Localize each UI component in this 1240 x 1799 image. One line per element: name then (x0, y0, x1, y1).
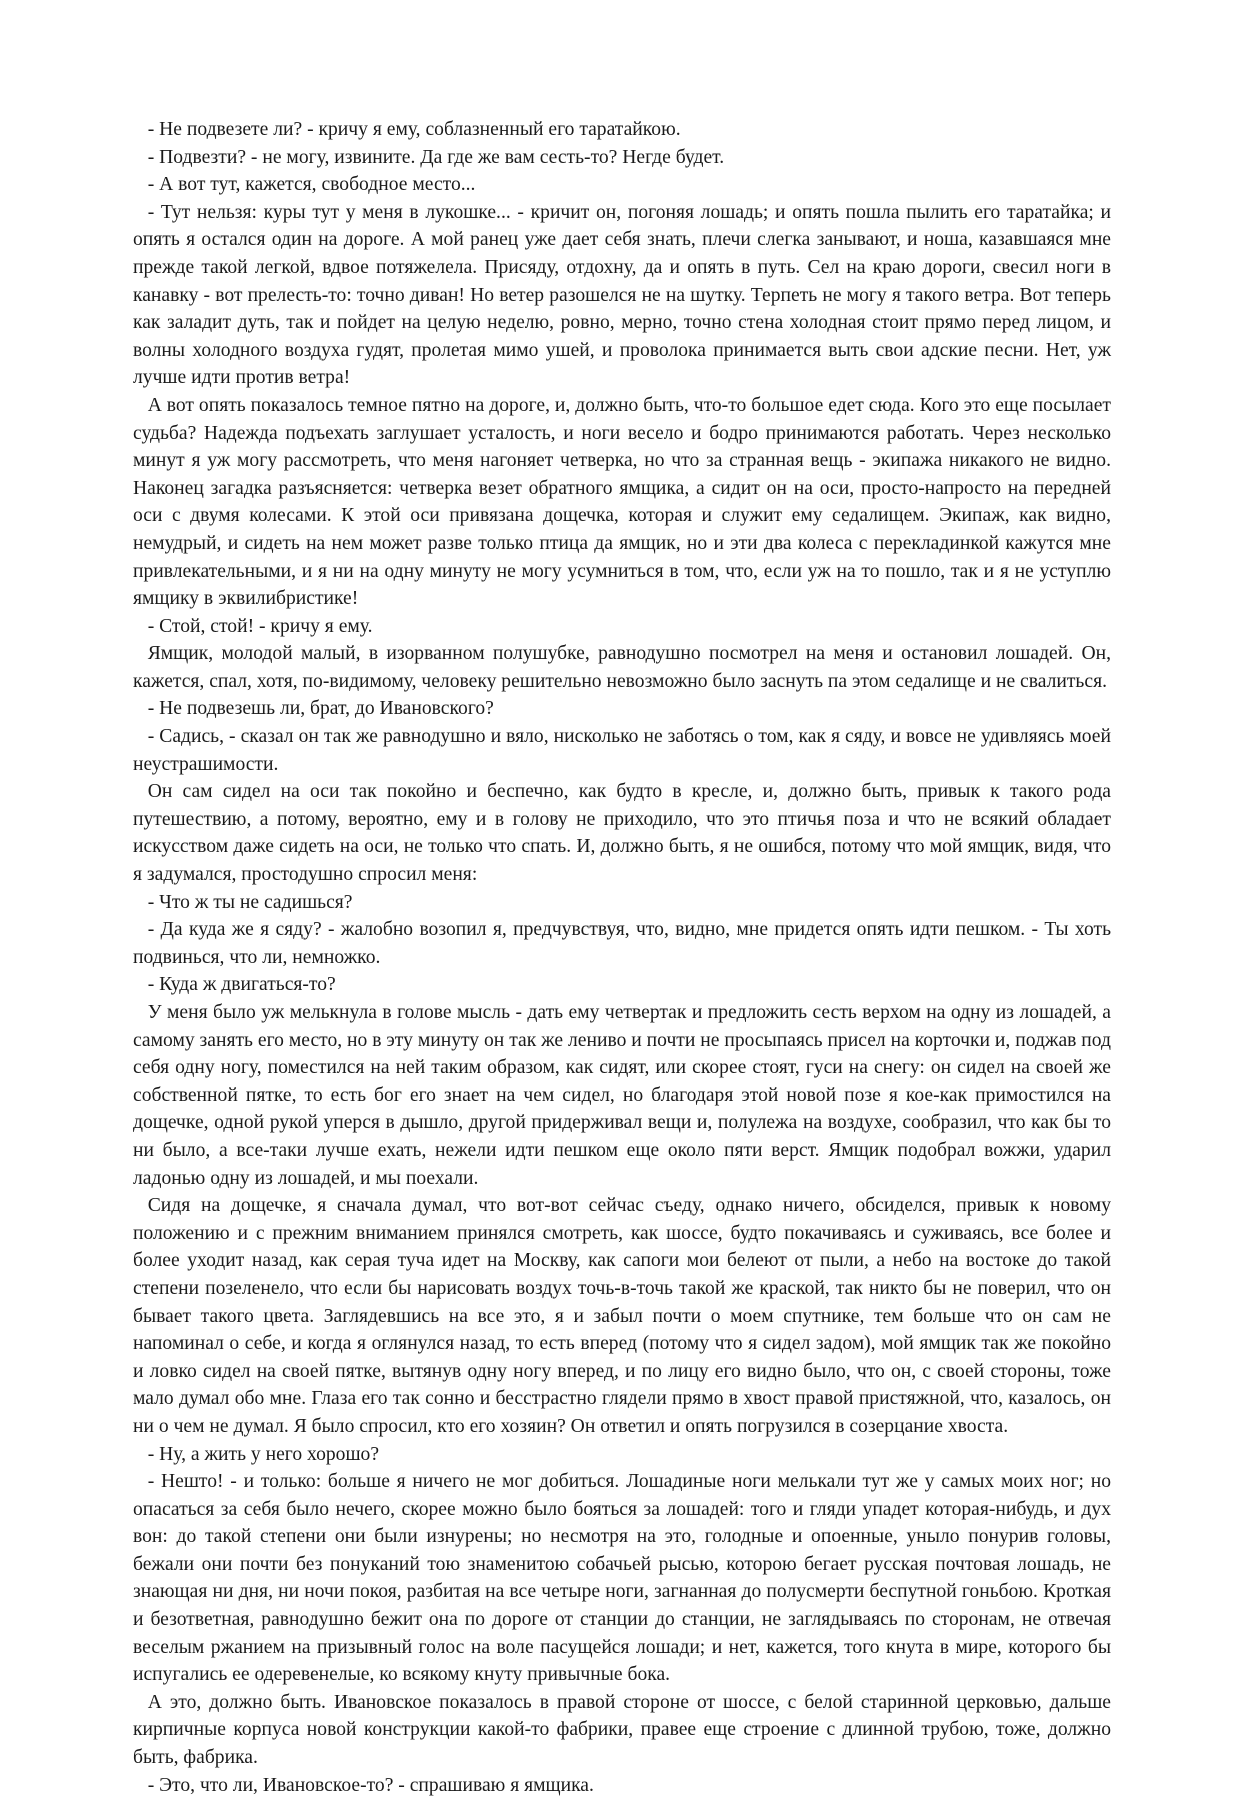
paragraph: - Нешто! - и только: больше я ничего не мог добиться. Лошадиные ноги мелькали тут же у самых моих ног; но опасаться за себя было нечего, скорее можно было бояться за лошадей: того и гляди упадет которая-нибудь, и дух вон: до такой степени они были изнурены; но несмотря на это, голодные и опоенные, уныло понурив головы, бежали они почти без понуканий тою знаменитою собачьей рысью, которою бегает русская почтовая лошадь, не знающая ни дня, ни ночи покоя, разбитая на все четыре ноги, загнанная до полусмерти беспутной гоньбою. Кроткая и безответная, равнодушно бежит она по дороге от станции до станции, не заглядываясь по сторонам, не отвечая веселым ржанием на призывный голос на воле пасущейся лошади; и нет, кажется, того кнута в мире, которого бы испугались ее одеревенелые, ко всякому кнуту привычные бока. (133, 1471, 1111, 1686)
paragraph: - Не подвезете ли? - кричу я ему, соблазненный его таратайкою. (147, 119, 681, 140)
paragraph: - Куда ж двигаться-то? (147, 974, 336, 996)
paragraph: - Стой, стой! - кричу я ему. (147, 615, 373, 637)
paragraph: - Ну, а жить у него хорошо? (147, 1443, 380, 1465)
paragraph: У меня было уж мелькнула в голове мысль - дать ему четвертак и предложить сесть верхом на одну из лошадей, а самому занять его место, но в эту минуту он так же лениво и почти не просыпаясь присел на корточки и, поджав под себя одну ногу, поместился на ней таким образом, как сидят, или скорее стоят, гуси на снегу: он сидел на своей же собственной пятке, то есть бог его знает на чем сидел, но благодаря этой новой позе я кое-как примостился на дощечке, одной рукой уперся в дышло, другой придерживал вещи и, полулежа на воздухе, сообразил, что как бы то ни было, а все-таки лучше ехать, нежели идти пешком еще около пяти верст. Ямщик подобрал вожжи, ударил ладонью одну из лошадей, и мы поехали. (133, 1002, 1111, 1189)
paragraph: - Не подвезешь ли, брат, до Ивановского? (147, 698, 494, 720)
paragraph: А это, должно быть. Ивановское показалось в правой стороне от шоссе, с белой старинной церковью, дальше кирпичные корпуса новой конструкции какой-то фабрики, правее еще строение с длинной трубою, тоже, должно быть, фабрика. (133, 1691, 1111, 1769)
document-page (133, 116, 1111, 1799)
paragraph: А вот опять показалось темное пятно на дороге, и, должно быть, что-то большое едет сюда. Кого это еще посылает судьба? Надежда подъехать заглушает усталость, и ноги весело и бодро принимаются работать. Через несколько минут я уж могу рассмотреть, что меня нагоняет четверка, но что за странная вещь - экипажа никакого не видно. Наконец загадка разъясняется: четверка везет обратного ямщика, а сидит он на оси, просто-напросто на передней оси с двумя колесами. К этой оси привязана дощечка, которая и служит ему седалищем. Экипаж, как видно, немудрый, и сидеть на нем может разве только птица да ямщик, но и эти два колеса с перекладинкой кажутся мне привлекательными, и я ни на одну минуту не могу усумниться в том, что, если уж на то пошло, так и я не уступлю ямщику в эквилибристике! (133, 394, 1111, 610)
paragraph: - Что ж ты не садишься? (147, 891, 353, 913)
paragraph: Он сам сидел на оси так покойно и беспечно, как будто в кресле, и, должно быть, привык к такого рода путешествию, а потому, вероятно, ему и в голову не приходило, что это птичья поза и что не всякий обладает искусством даже сидеть на оси, не только что спать. И, должно быть, я не ошибся, потому что мой ямщик, видя, что я задумался, простодушно спросил меня: (133, 781, 1111, 886)
paragraph: - А вот тут, кажется, свободное место... (147, 174, 476, 196)
paragraph: - Это, что ли, Ивановское-то? - спрашиваю я ямщика. (147, 1774, 594, 1796)
paragraph: - Тут нельзя: куры тут у меня в лукошке... - кричит он, погоняя лошадь; и опять пошла пылить его таратайка; и опять я остался один на дороге. А мой ранец уже дает себя знать, плечи слегка занывают, и ноша, казавшаяся мне прежде такой легкой, вдвое потяжелела. Присяду, отдохну, да и опять в путь. Сел на краю дороги, свесил ноги в канавку - вот прелесть-то: точно диван! Но ветер разошелся не на шутку. Терпеть не могу я такого ветра. Вот теперь как заладит дуть, так и пойдет на целую неделю, ровно, мерно, точно стена холодная стоит прямо перед лицом, и волны холодного воздуха гудят, пролетая мимо ушей, и проволока принимается выть свои адские песни. Нет, уж лучше идти против ветра! (133, 201, 1111, 389)
paragraph: Ямщик, молодой малый, в изорванном полушубке, равнодушно посмотрел на меня и остановил лошадей. Он, кажется, спал, хотя, по-видимому, человеку решительно невозможно было заснуть па этом седалище и не свалиться. (133, 643, 1111, 692)
paragraph: - Да куда же я сяду? - жалобно возопил я, предчувствуя, что, видно, мне придется опять идти пешком. - Ты хоть подвинься, что ли, немножко. (133, 919, 1111, 968)
paragraph: - Садись, - сказал он так же равнодушно и вяло, нисколько не заботясь о том, как я сяду, и вовсе не удивляясь моей неустрашимости. (133, 726, 1111, 775)
paragraph: - Подвезти? - не могу, извините. Да где же вам сесть-то? Негде будет. (147, 146, 725, 168)
paragraph: Сидя на дощечке, я сначала думал, что вот-вот сейчас съеду, однако ничего, обсиделся, привык к новому положению и с прежним вниманием принялся смотреть, как шоссе, будто покачиваясь и суживаясь, все более и более уходит назад, как серая туча идет на Москву, как сапоги мои белеют от пыли, а небо на востоке до такой степени позеленело, что если бы нарисовать воздух точь-в-точь такой же краской, так никто бы не поверил, что он бывает такого цвета. Заглядевшись на все это, я и забыл почти о моем спутнике, тем больше что он сам не напоминал о себе, и когда я оглянулся назад, то есть вперед (потому что я сидел задом), мой ямщик так же покойно и ловко сидел на своей пятке, вытянув одну ногу вперед, и по лицу его видно было, что он, с своей стороны, тоже мало думал обо мне. Глаза его так сонно и бесстрастно глядели прямо в хвост правой пристяжной, что, казалось, он ни о чем не думал. Я было спросил, кто его хозяин? Он ответил и опять погрузился в созерцание хвоста. (133, 1195, 1111, 1437)
